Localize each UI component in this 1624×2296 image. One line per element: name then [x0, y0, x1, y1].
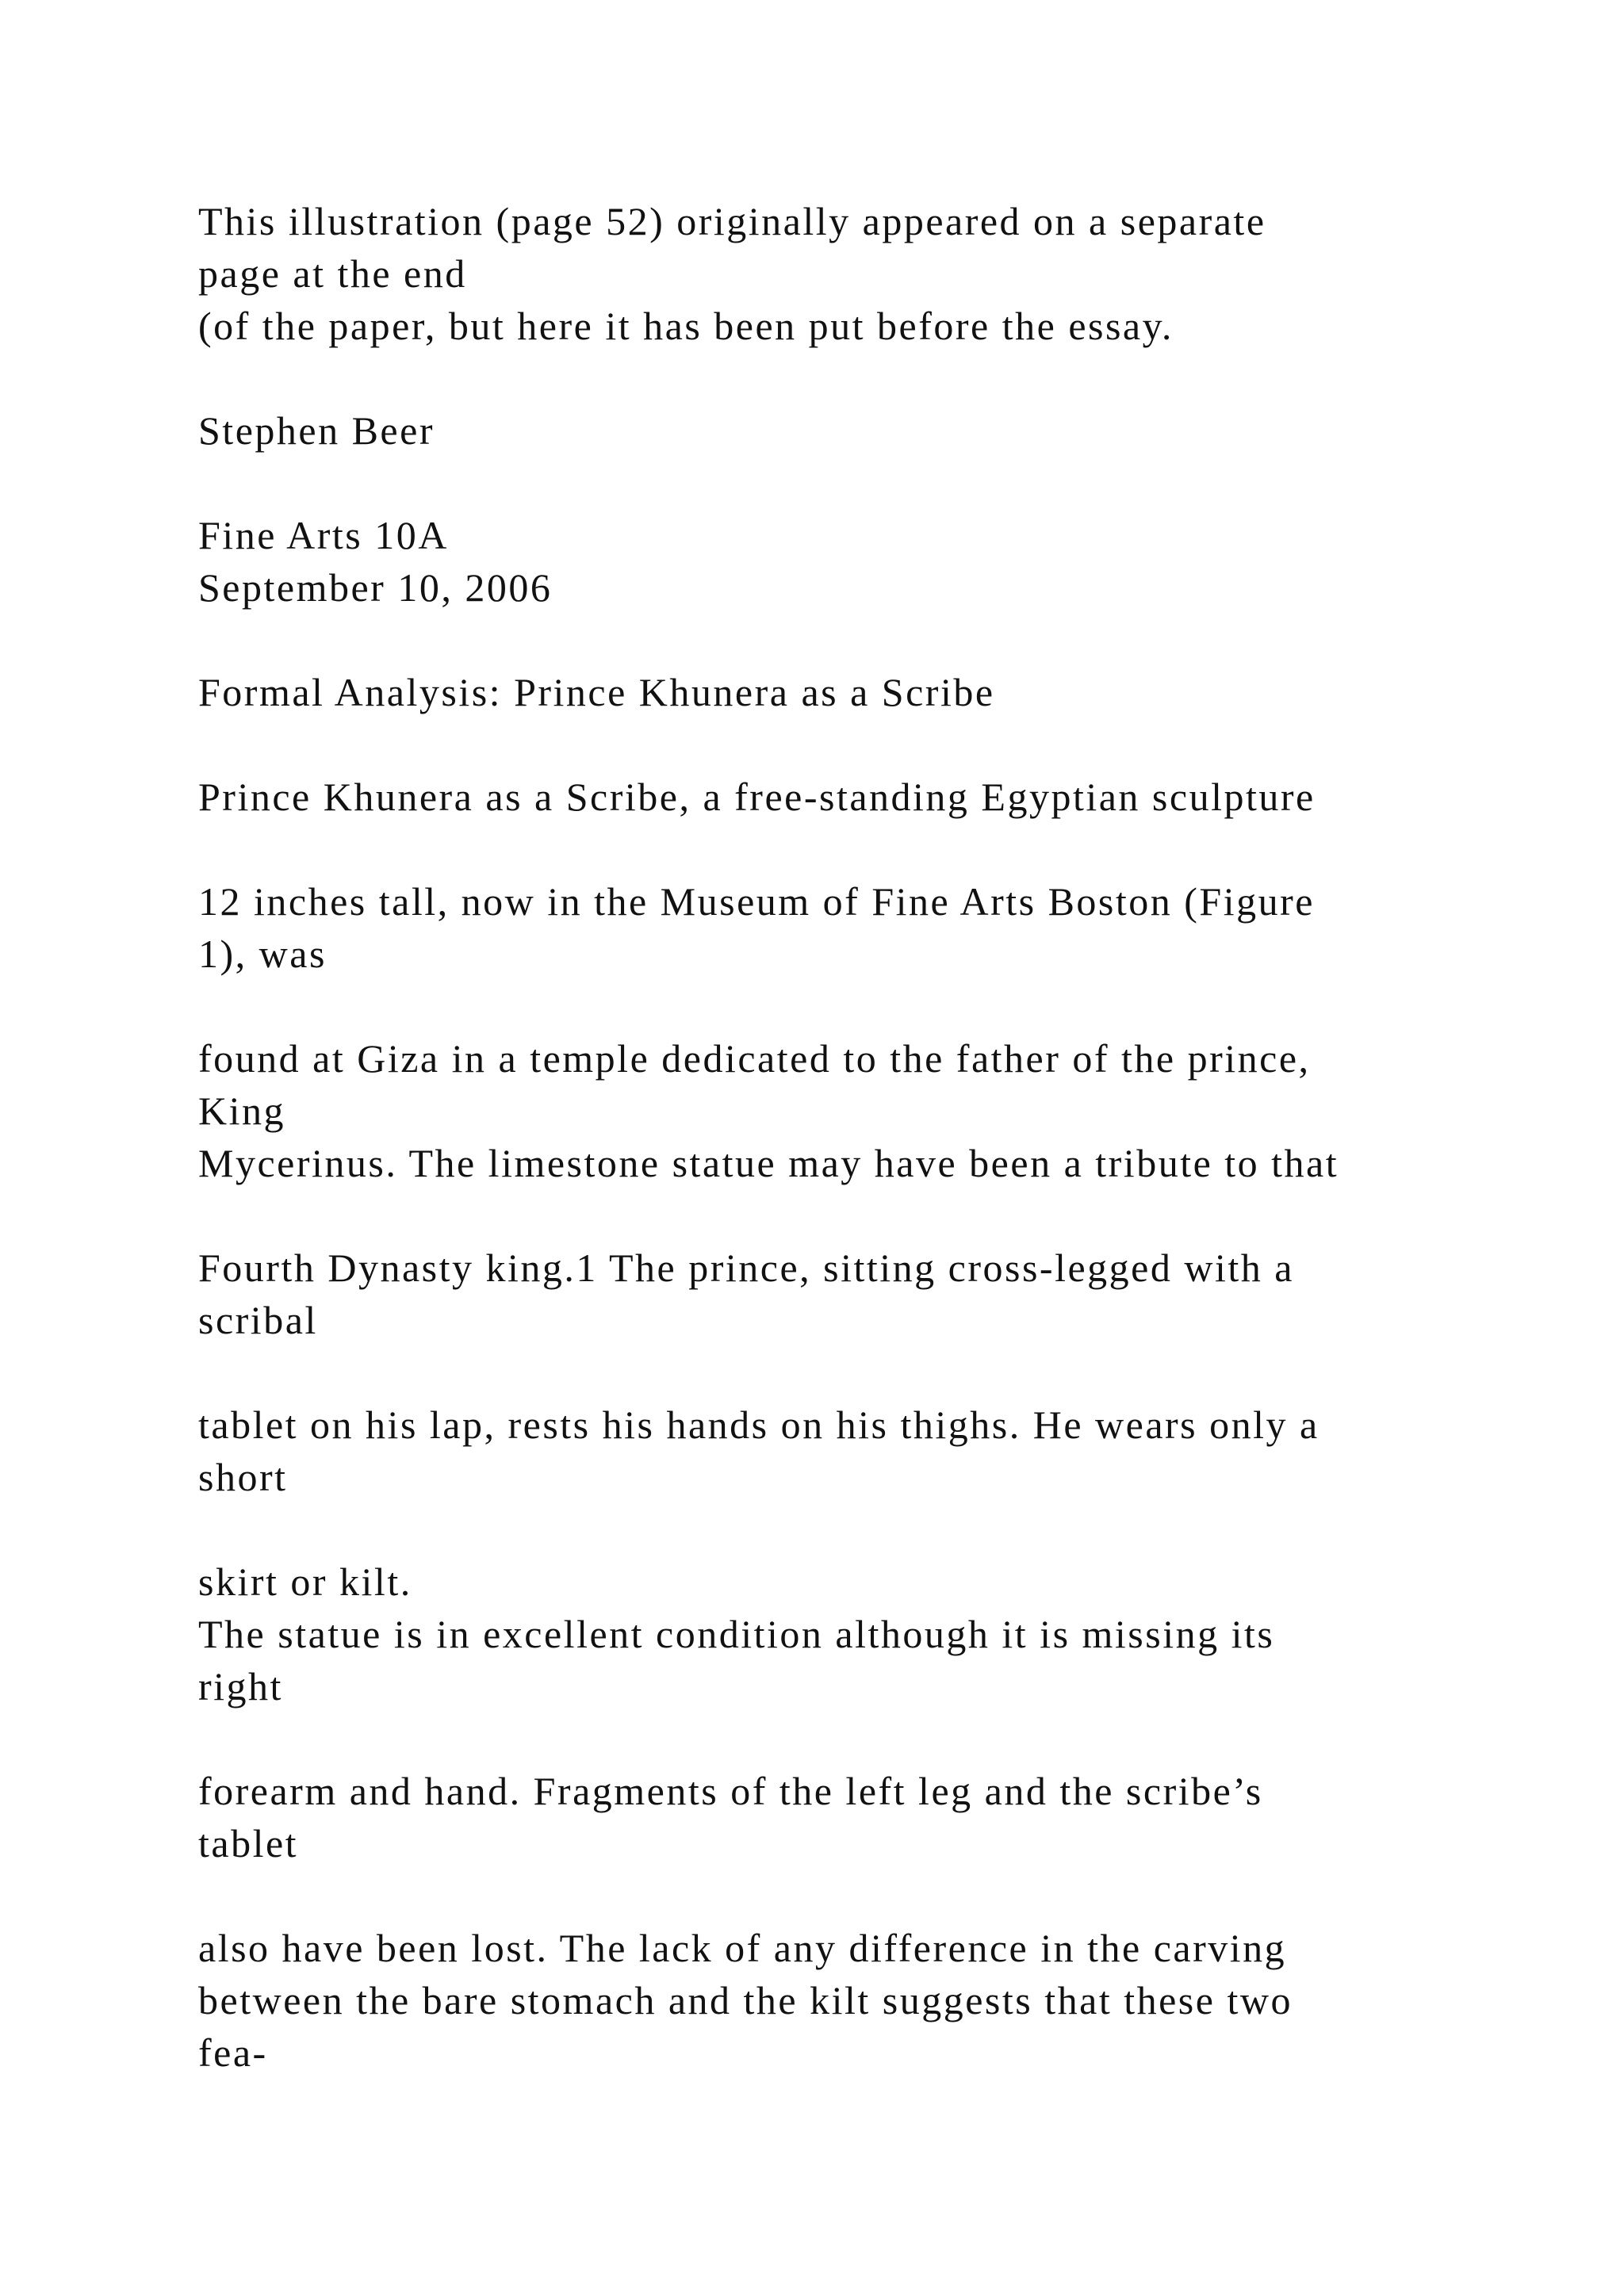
text-line: also have been lost. The lack of any difference in the carving — [198, 1926, 1287, 1970]
text-line: Fourth Dynasty king.1 The prince, sitting cross-legged with a — [198, 1246, 1294, 1290]
author-name: Stephen Beer — [198, 408, 435, 453]
blank-line — [198, 980, 1467, 1032]
text-line: tablet on his lap, rests his hands on his thighs. He wears only a — [198, 1402, 1320, 1447]
text-line: forearm and hand. Fragments of the left leg and the scribe’s — [198, 1769, 1263, 1813]
text-line: right — [198, 1664, 283, 1709]
text-line: King — [198, 1089, 285, 1133]
blank-line — [198, 1189, 1467, 1242]
text-line: The statue is in excellent condition although it is missing its — [198, 1612, 1275, 1656]
blank-line — [198, 614, 1467, 666]
blank-line — [198, 823, 1467, 875]
blank-line — [198, 1869, 1467, 1922]
text-line: between the bare stomach and the kilt suggests that these two — [198, 1978, 1293, 2022]
blank-line — [198, 1346, 1467, 1399]
blank-line — [198, 352, 1467, 404]
text-line: 12 inches tall, now in the Museum of Fine Arts Boston (Figure — [198, 879, 1315, 924]
blank-line — [198, 1712, 1467, 1765]
blank-line — [198, 457, 1467, 509]
text-line: 1), was — [198, 932, 327, 976]
text-line: found at Giza in a temple dedicated to the father of the prince, — [198, 1036, 1311, 1081]
document-body — [198, 195, 1467, 2079]
text-line: short — [198, 1455, 288, 1499]
course-name: Fine Arts 10A — [198, 513, 449, 557]
text-line: page at the end — [198, 251, 467, 296]
blank-line — [198, 1503, 1467, 1556]
document-date: September 10, 2006 — [198, 565, 553, 610]
text-line: Mycerinus. The limestone statue may have been a tribute to that — [198, 1141, 1339, 1185]
text-line: This illustration (page 52) originally appeared on a separate — [198, 199, 1266, 243]
text-line: fea- — [198, 2030, 268, 2075]
text-line: tablet — [198, 1821, 299, 1866]
text-line: Prince Khunera as a Scribe, a free-standing Egyptian sculpture — [198, 775, 1316, 819]
text-line: skirt or kilt. — [198, 1559, 412, 1604]
document-title: Formal Analysis: Prince Khunera as a Scribe — [198, 670, 995, 714]
text-line: (of the paper, but here it has been put before the essay. — [198, 304, 1174, 348]
text-line: scribal — [198, 1298, 318, 1342]
blank-line — [198, 718, 1467, 771]
